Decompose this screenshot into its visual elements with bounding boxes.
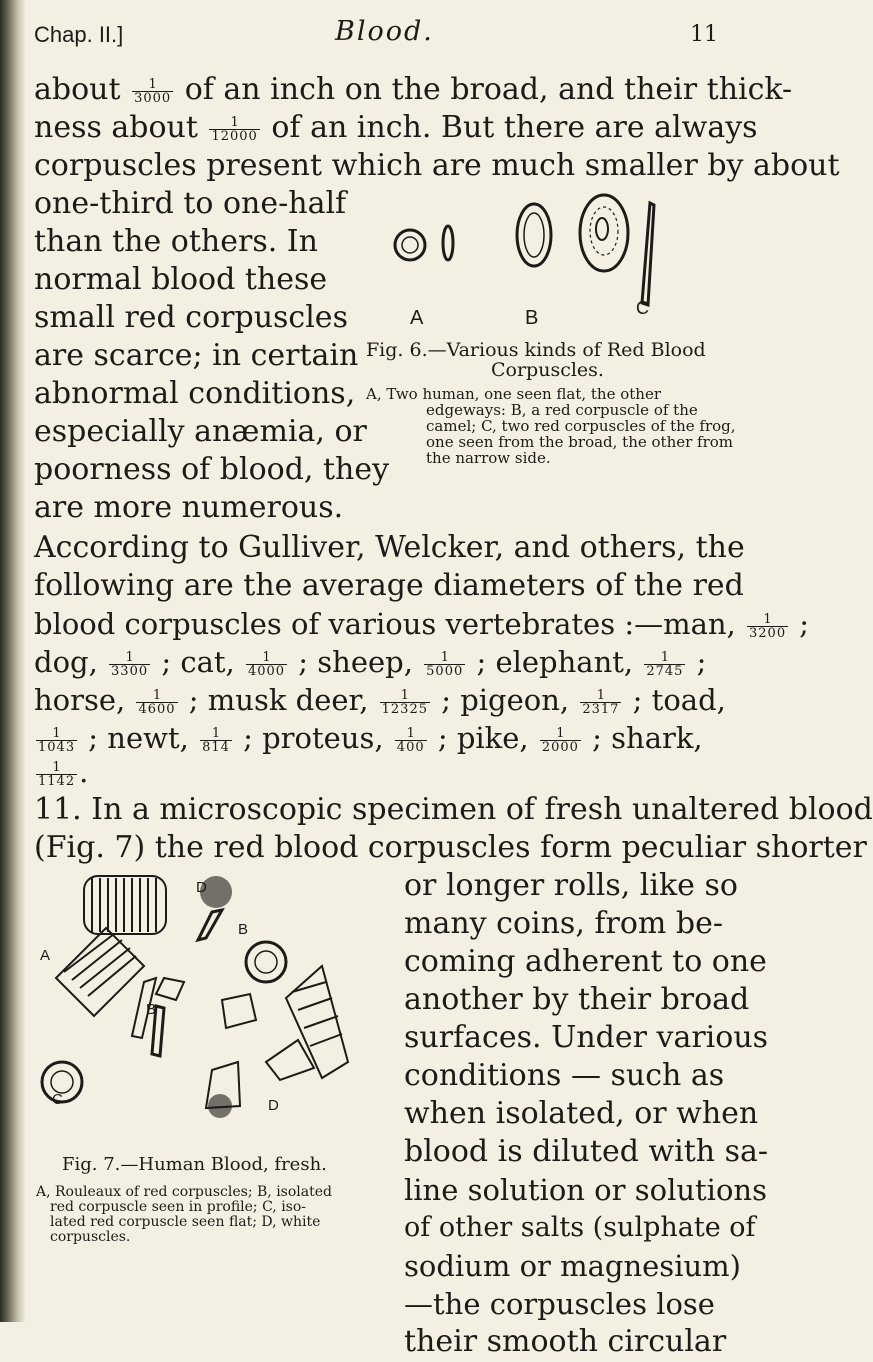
text-line: small red corpuscles — [34, 300, 348, 335]
text-line: 11. In a microscopic specimen of fresh unaltered blood — [34, 792, 873, 827]
fig7-rouleaux — [56, 876, 348, 1108]
fig6-label-c: C — [636, 298, 649, 318]
text-line: sodium or magnesium) — [404, 1249, 741, 1283]
text-line: horse, $\frac{1}{4600}$ ; musk deer, $\frac{1}{12325}$ ; pigeon, $\frac{1}{2317}$ ; toad, — [34, 683, 726, 717]
fig6-label-a: A — [410, 307, 424, 329]
book-spine-shadow — [0, 0, 26, 1322]
fraction: $\frac{1}{12325}$ — [381, 687, 428, 717]
fig7-label-d: D — [196, 879, 207, 896]
text-line: following are the average diameters of the red — [34, 568, 744, 603]
page-number: 11 — [690, 22, 718, 47]
fraction: $\frac{1}{5000}$ — [426, 649, 464, 679]
text-line: According to Gulliver, Welcker, and others, the — [34, 530, 745, 565]
fig7-caption-body: A, Rouleaux of red corpuscles; B, isolated red corpuscle seen in profile; C, iso- lated red corpuscle seen flat; D, white corpuscles. — [36, 1184, 332, 1245]
fraction: $\frac{1}{2745}$ — [646, 649, 684, 679]
fig6-corpuscle-flat — [395, 230, 425, 260]
fig6-camel-corpuscle — [517, 204, 551, 266]
text-line: one-third to one-half — [34, 186, 347, 221]
running-title: Blood. — [335, 16, 434, 47]
fig7-label-c: C — [52, 1091, 63, 1108]
fraction: $\frac{1}{12000}$ — [211, 114, 258, 144]
fraction: $\frac{1}{2000}$ — [541, 725, 579, 755]
text-line: are more numerous. — [34, 490, 344, 525]
figure-6-illustration — [392, 195, 692, 318]
fraction: $\frac{1}{3300}$ — [111, 649, 149, 679]
text-line: blood corpuscles of various vertebrates :—man, $\frac{1}{3200}$ ; — [34, 607, 810, 641]
text-line: corpuscles present which are much smaller by about — [34, 148, 840, 183]
text-line: (Fig. 7) the red blood corpuscles form peculiar shorter — [34, 830, 867, 865]
fraction: $\frac{1}{400}$ — [396, 725, 425, 755]
text-line: another by their broad — [404, 982, 750, 1017]
fig7-label-b2: B — [146, 1001, 157, 1018]
chapter-label: Chap. II.] — [34, 22, 124, 47]
text-line: normal blood these — [34, 262, 328, 297]
fig6-frog-corpuscle-broad — [580, 195, 628, 271]
text-line: abnormal conditions, — [34, 376, 356, 411]
text-line: especially anæmia, or — [34, 414, 367, 449]
fraction: $\frac{1}{1043}$ — [38, 725, 76, 755]
text-line: of other salts (sulphate of — [404, 1212, 756, 1243]
text-line: $\frac{1}{1043}$ ; newt, $\frac{1}{814}$ ; proteus, $\frac{1}{400}$ ; pike, $\frac{1}{2000}$ ; shark, — [38, 721, 703, 755]
fraction: $\frac{1}{814}$ — [202, 725, 230, 755]
fig7-label-d2: D — [268, 1097, 279, 1114]
fraction: $\frac{1}{4600}$ — [138, 687, 176, 717]
text-line: their smooth circular — [404, 1324, 727, 1359]
text-line: or longer rolls, like so — [404, 868, 738, 903]
text-line: coming adherent to one — [404, 944, 767, 979]
text-line: are scarce; in certain — [34, 338, 359, 373]
fig7-label-a: A — [40, 947, 51, 964]
fig7-label-b: B — [238, 921, 249, 938]
fraction: $\frac{1}{2317}$ — [582, 687, 620, 717]
fraction: $\frac{1}{3200}$ — [749, 611, 787, 641]
fraction: $\frac{1}{1142}$ — [38, 759, 76, 789]
text-line: when isolated, or when — [404, 1096, 759, 1131]
fraction: $\frac{1}{4000}$ — [247, 649, 286, 679]
text-line: dog, $\frac{1}{3300}$ ; cat, $\frac{1}{4000}$ ; sheep, $\frac{1}{5000}$ ; elephant, $\frac{1}{2745}$ ; — [34, 645, 707, 679]
text-line: blood is diluted with sa- — [404, 1134, 769, 1169]
text-line: about $\frac{1}{3000}$ of an inch on the broad, and their thick- — [34, 72, 793, 107]
fig6-label-b: B — [525, 307, 539, 329]
text-line: conditions — such as — [404, 1058, 725, 1093]
text-line: —the corpuscles lose — [404, 1287, 715, 1321]
fraction: $\frac{1}{3000}$ — [134, 76, 172, 106]
fig7-caption-title: Fig. 7.—Human Blood, fresh. — [62, 1154, 327, 1175]
text-line: $\frac{1}{1142}$ . — [38, 755, 89, 789]
text-line: ness about $\frac{1}{12000}$ of an inch. But there are always — [34, 110, 758, 145]
text-line: line solution or solutions — [404, 1173, 767, 1207]
text-line: many coins, from be- — [404, 906, 723, 941]
figure-7-illustration — [36, 870, 386, 1140]
fig6-caption-title: Fig. 6.—Various kinds of Red Blood Corpuscles. — [366, 339, 706, 381]
text-line: than the others. In — [34, 224, 318, 259]
fig6-corpuscle-edge — [443, 226, 453, 260]
text-line: poorness of blood, they — [34, 452, 390, 487]
fig6-caption-body: A, Two human, one seen flat, the other edgeways: B, a red corpuscle of the camel; C, two red corpuscles of the frog, one seen from the broad, the other from the narrow side. — [366, 385, 736, 467]
fig6-frog-corpuscle-narrow — [642, 203, 654, 305]
text-line: surfaces. Under various — [404, 1020, 769, 1055]
